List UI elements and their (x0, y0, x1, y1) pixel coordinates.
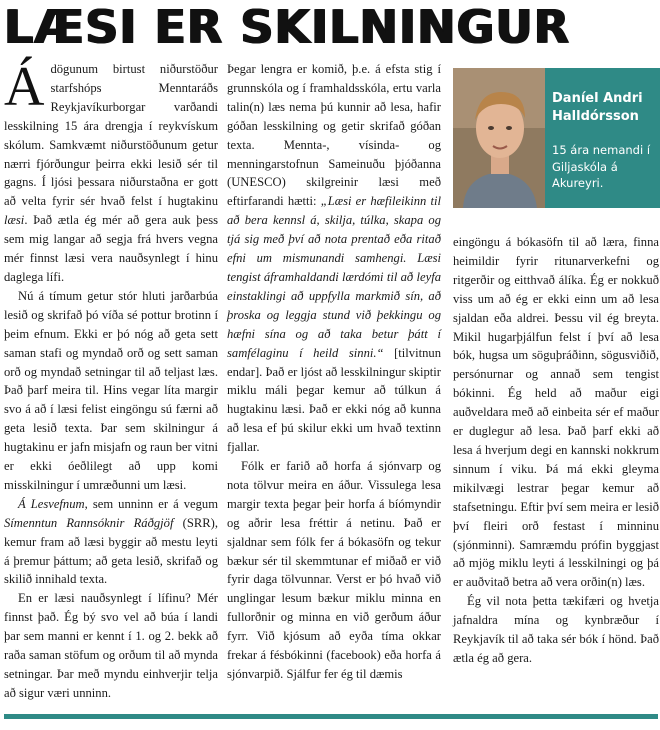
bottom-rule (4, 714, 658, 719)
article-column-3 (453, 233, 659, 708)
paragraph: Nú á tímum getur stór hluti jarðarbúa lesið og skrifað þó víða sé pottur brotinn í þeim efnum. Ekki er þó nóg að geta sett saman stafi og myndað orð og sett saman orð og myndað setningar til að teljast læs. Það þarf meira til. Hins vegar líta margir svo á að í læsi felist eingöngu sú færni að geta lesið texta. Þar sem skilningur á hugtakinu er jafn misjafn og raun ber vitni er ekki óeðlilegt að upp komi misskilningur í umræðunni um læsi. (4, 288, 218, 492)
paragraph: eingöngu á bókasöfn til að læra, finna heimildir fyrir ritunarverkefni og ritgerðir og eitthvað álíka. Ég er nokkuð viss um að ég er ekki einn um að lesa sjaldan eða aldrei. Þessu vil ég breyta. Mikil hugarþjálfun felst í því að lesa bók, hugsa um söguþráðinn, sögusviðið, persónurnar og annað sem tengist bókinni. Ég held að maður eigi auðveldara með að einbeita sér ef maður er duglegur að lesa. Það þarf ekki að lesa á hverjum degi en kannski nokkrum sinnum í viku. Þá má ekki gleyma mikilvægi lestrar þegar kemur að stafsetningu. Eftir því sem meira er lesið því fleiri orð festast í minninu (sjónminni). Samræmdu prófin byggjast að mjög miklu leyti á lesskilningi og þá er auðvitað betra að vera orðin(n) læs. (453, 235, 659, 590)
author-description: 15 ára nemandi í Giljaskóla á Akureyri. (552, 143, 651, 190)
paragraph (227, 60, 441, 457)
headline: LÆSI ER SKILNINGUR (4, 0, 571, 54)
author-name: Daníel Andri Halldórsson (552, 91, 643, 124)
text-run: , sem unninn er á vegum (84, 496, 219, 511)
text-run: Þegar lengra er komið, þ.e. á efsta stig í grunnskóla og í framhaldsskóla, ertu varla talin(n) læs nema þú kunnir að lesa, hafir góðan lesskilning og getir skrifað góðan texta. Mennta-, vísinda- og menningarstofnun Sameinuðu þjóðanna (UNESCO) skilgreinir læsi með eftirfarandi hætti: (227, 62, 441, 209)
author-box (453, 68, 660, 208)
drop-cap: Á (4, 56, 45, 118)
paragraph: Fólk er farið að horfa á sjónvarp og nota tölvur meira en áður. Vissulega lesa margir texta þegar þeir horfa á bíómyndir og aðrir lesa fréttir á netinu. Það er sjaldnar sem fólk fer á bókasöfn og tekur bækur sér til skemmtunar ef miðað er við fyrir daga tölvunnar. Verst er þó hvað við unglingar lesum bækur miklu minna en fullorðnir og minna en við gerðum áður fyrr. Við kjósum að eyða tíma okkar frekar á fésbókinni (facebook) eða horfa á sjónvarpið. Sjálfur fer ég til dæmis (227, 459, 441, 681)
quote-emphasis: „Læsi er hæfileikinn til að bera kennsl á, skilja, túlka, skapa og tjá sig með því að nota prentað eða ritað efni um mismunandi samhengi. Læsi tengist áframhaldandi lærdómi til að leyfa einstaklingi að uppfylla markmið sín, að þroska og leggja stund við þekkingu og hæfni sína og að taka betur þátt í samfélaginu í heild sinni.“ (227, 194, 441, 360)
emphasis: Símenntun Rannsóknir Ráðgjöf (4, 515, 174, 530)
article-column-1 (4, 56, 219, 708)
paragraph: En er læsi nauðsynlegt í lífinu? Mér finnst það. Ég bý svo vel að búa í landi þar sem manni er kennt í 1. og 2. bekk að raða saman stöfum og orðum til að mynda setningar. Þar með myndu einhverjir telja að sigur væri unninn. (4, 591, 218, 700)
portrait-svg (453, 68, 545, 208)
portrait-photo-icon (453, 68, 545, 208)
paragraph (4, 495, 218, 590)
text-run: dögunum birtust niðurstöður starfshóps Menntaráðs Reykjavíkurborgar varðandi lesskilning 15 ára drengja í reykvískum skólum. Samkvæmt niðurstöðunum getur nærri fjórðungur þeirra ekki lesið sér til gagns. Í ljósi þessara niðurstaðna er gott að velta fyrir sér hvað felst í hugtakinu (4, 62, 218, 209)
emphasis: læsi (4, 213, 25, 228)
article-column-2 (227, 60, 441, 708)
text-run: (SRR), kemur fram að læsi byggir að mestu leyti á þremur þáttum; að geta lesið, skrifað og skilið innihald texta. (4, 515, 218, 587)
emphasis: Á Lesvefnum (18, 496, 85, 511)
paragraph: Ég vil nota þetta tækifæri og hvetja jafnaldra mína og kynbræður í Reykjavík til að taka sér bók í hönd. Það ætla ég að gera. (453, 594, 659, 665)
text-run: . Það ætla ég mér að gera auk þess sem mig langar að segja frá hvers vegna mér finnst læsi vera nauðsynlegt í hinu daglega lífi. (4, 213, 218, 284)
paragraph (4, 56, 218, 287)
text-run: [tilvitnun endar]. Það er ljóst að lesskilningur skiptir miklu máli þegar kemur að túlkun á hugtakinu læsi. Það er ekki nóg að kunna að lesa ef þú skilur ekki um hvað textinn fjallar. (227, 345, 441, 455)
